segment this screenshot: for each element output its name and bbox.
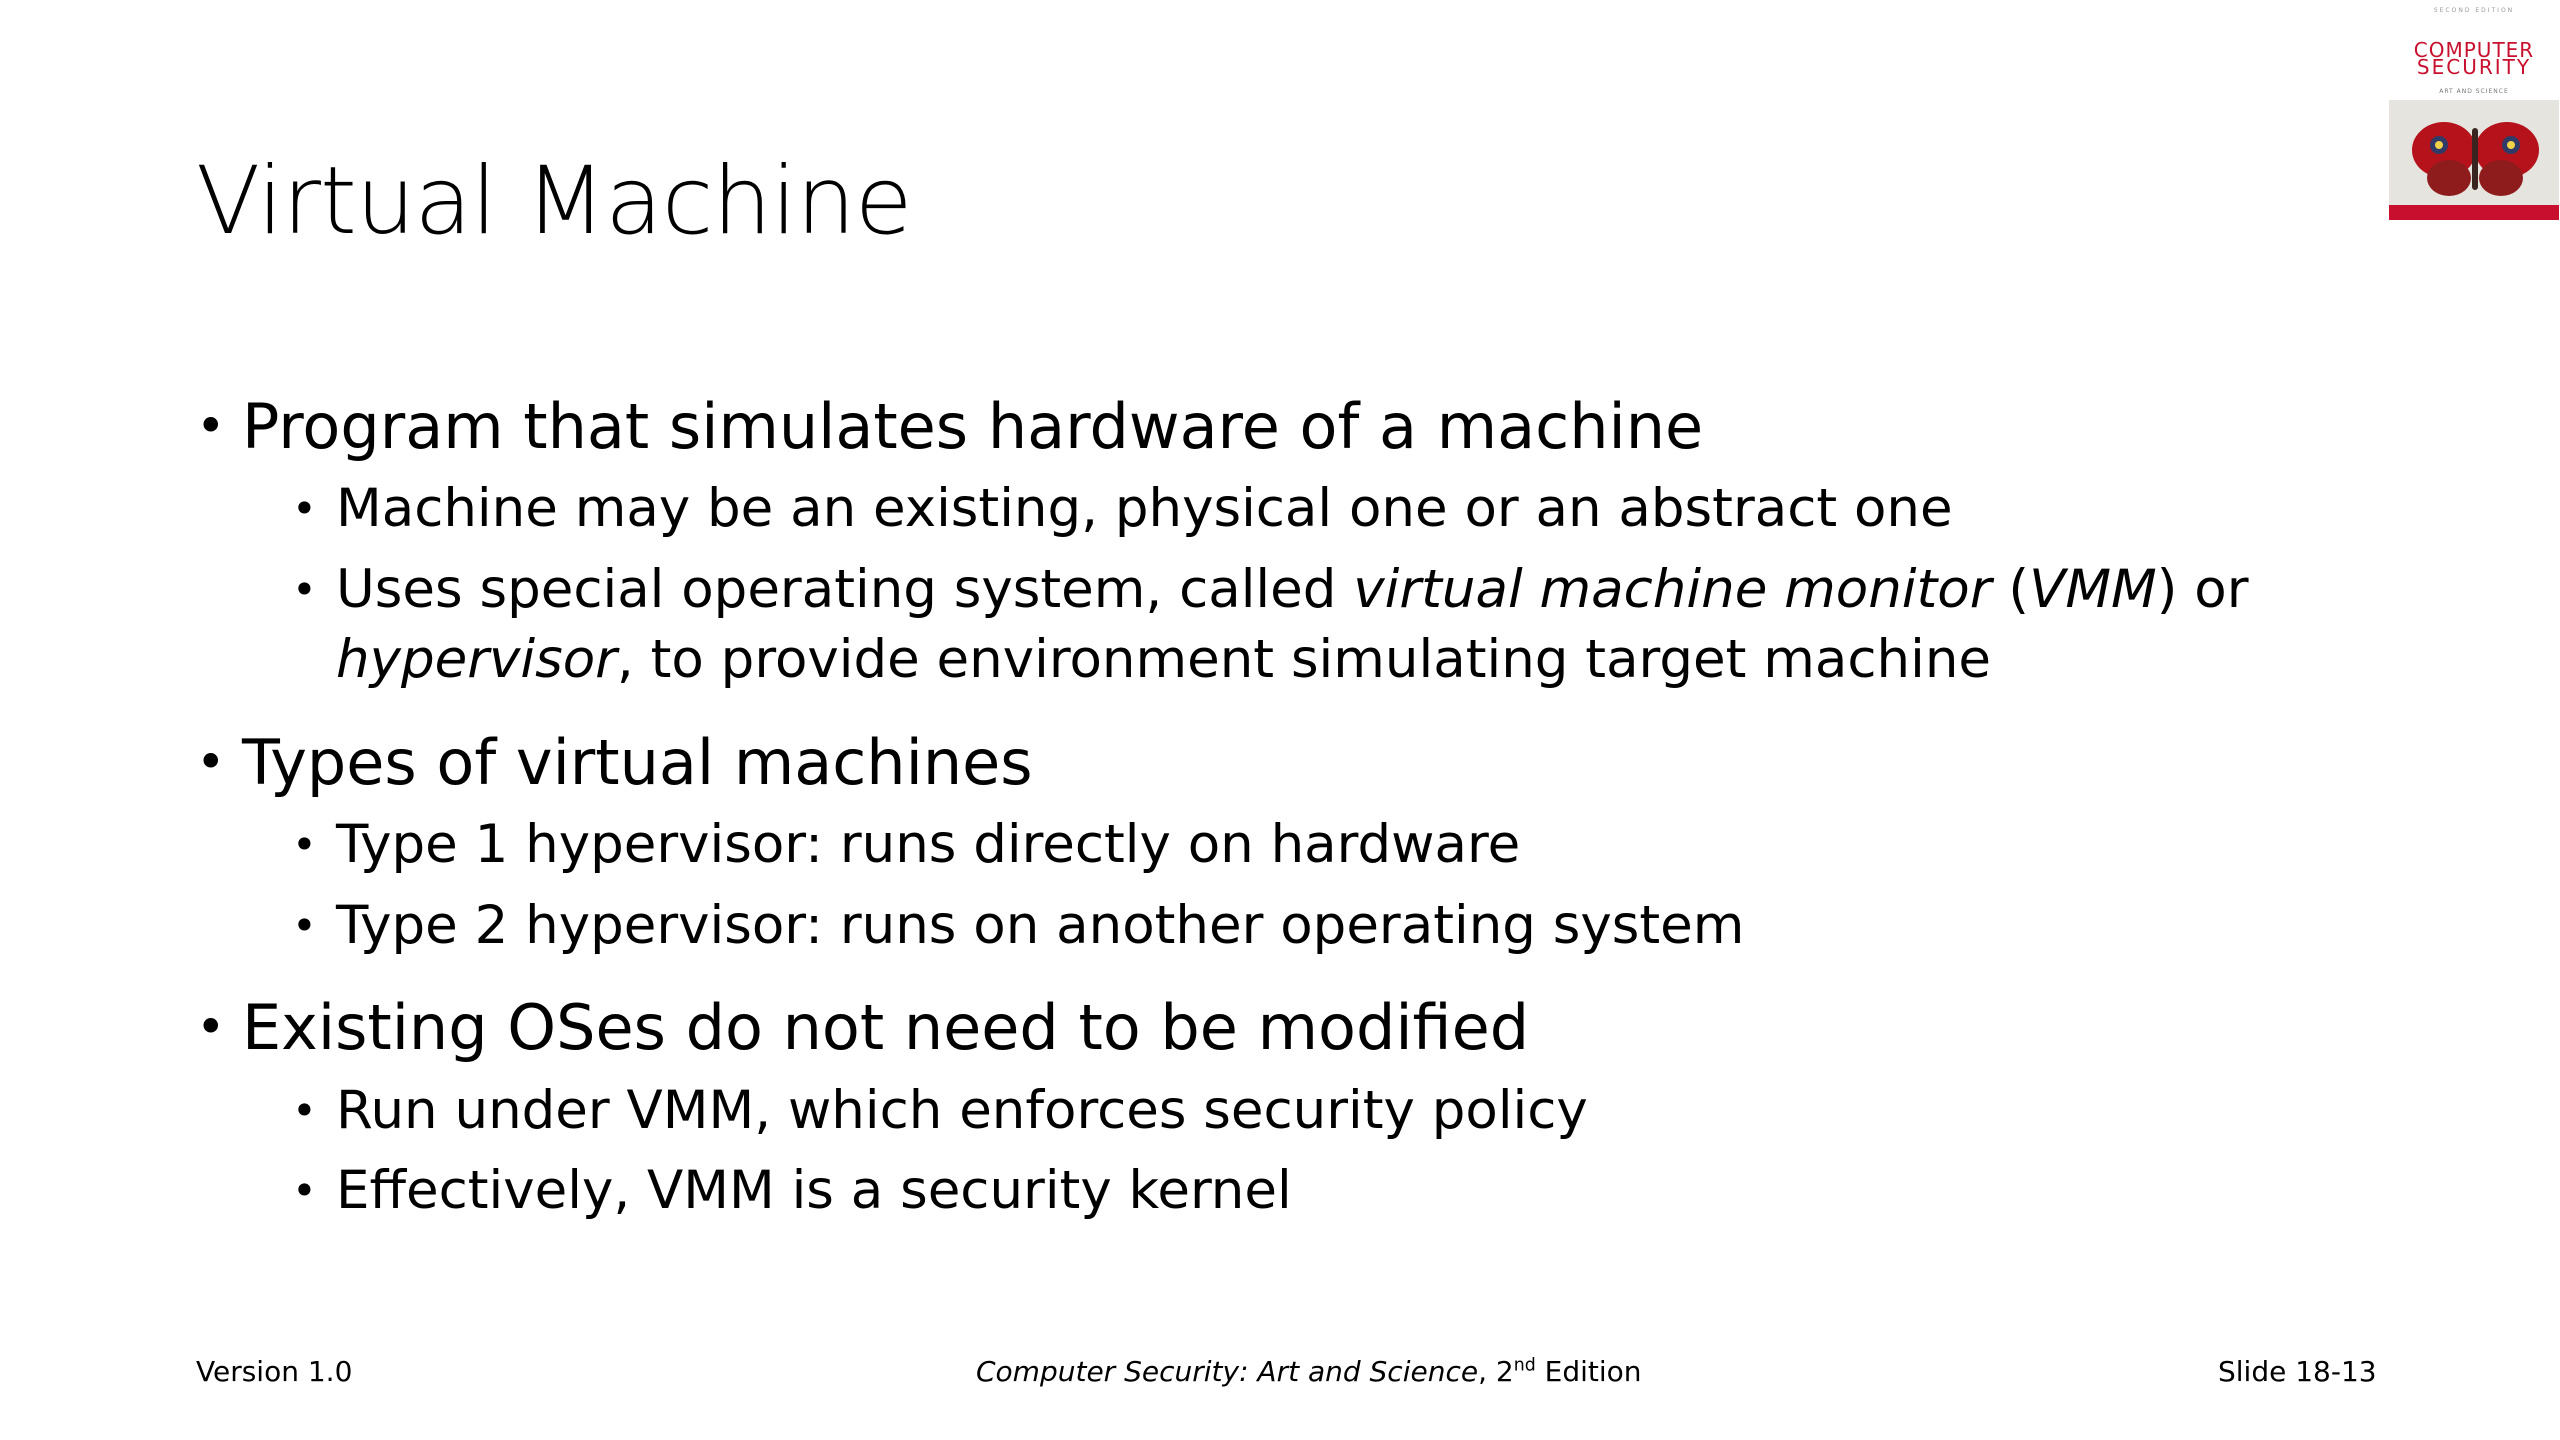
bullet-glyph: • (196, 397, 226, 455)
sub-bullet-2-1 (292, 810, 2346, 880)
book-cover-edition: SECOND EDITION (2433, 7, 2515, 14)
sub-bullet-2-2 (292, 891, 2346, 961)
text-part: ) or (2156, 558, 2249, 620)
bullet-glyph: • (292, 564, 317, 614)
sub-bullet-2-1-text: Type 1 hypervisor: runs directly on hardware (336, 814, 1521, 876)
bullet-1-text: Program that simulates hardware of a machine (242, 390, 1704, 463)
bullet-2-text: Types of virtual machines (242, 725, 1033, 799)
bullet-glyph: • (196, 732, 226, 791)
bullet-1 (196, 390, 2346, 464)
sub-bullet-1-1 (292, 474, 2346, 544)
bullet-glyph: • (292, 1085, 317, 1135)
bullet-glyph: • (292, 1166, 317, 1216)
bullet-3 (196, 991, 2346, 1065)
footer-edition-sep: , 2 (1478, 1355, 1514, 1388)
bullet-group-2 (196, 726, 2346, 961)
footer-slide-number: Slide 18-13 (2218, 1355, 2377, 1388)
term-hypervisor: hypervisor (336, 629, 617, 691)
footer-book-name: Computer Security: Art and Science (976, 1355, 1479, 1388)
sub-bullet-1-2-text (336, 555, 2346, 696)
sub-bullet-3-1-text: Run under VMM, which enforces security policy (336, 1079, 1588, 1141)
footer-edition-word: Edition (1535, 1355, 1642, 1388)
book-cover-image (2389, 0, 2559, 220)
book-cover-title-1: COMPUTER (2413, 38, 2535, 62)
footer-book-title (976, 1355, 1642, 1389)
sub-bullet-1-2 (292, 555, 2346, 696)
sub-bullet-3-1 (292, 1076, 2346, 1146)
bullet-3-text: Existing OSes do not need to be modified (242, 991, 1530, 1065)
bullet-glyph: • (196, 998, 226, 1057)
sub-bullet-1-1-text: Machine may be an existing, physical one or an abstract one (336, 478, 1953, 540)
sub-bullet-3-2-text: Effectively, VMM is a security kernel (336, 1160, 1292, 1222)
bullet-group-1 (196, 390, 2346, 696)
bullet-glyph: • (292, 484, 317, 534)
book-cover-subtitle: ART AND SCIENCE (2439, 88, 2509, 95)
slide-title: Virtual Machine (196, 147, 912, 256)
book-cover-title-2: SECURITY (2416, 55, 2532, 79)
slide-body (196, 390, 2346, 1257)
text-part: ( (1991, 558, 2030, 620)
text-part: Uses special operating system, called (336, 558, 1354, 620)
bullet-glyph: • (292, 820, 317, 870)
sub-bullet-2-2-text: Type 2 hypervisor: runs on another operating system (336, 894, 1745, 956)
footer-edition-sup: nd (1513, 1355, 1536, 1376)
bullet-group-3 (196, 991, 2346, 1226)
sub-bullet-3-2 (292, 1156, 2346, 1226)
text-part: , to provide environment simulating target machine (616, 629, 1992, 691)
bullet-2 (196, 726, 2346, 800)
term-vmm: VMM (2029, 558, 2157, 620)
footer-version: Version 1.0 (196, 1355, 353, 1388)
bullet-glyph: • (292, 900, 317, 950)
term-vmm-full: virtual machine monitor (1353, 558, 1992, 620)
